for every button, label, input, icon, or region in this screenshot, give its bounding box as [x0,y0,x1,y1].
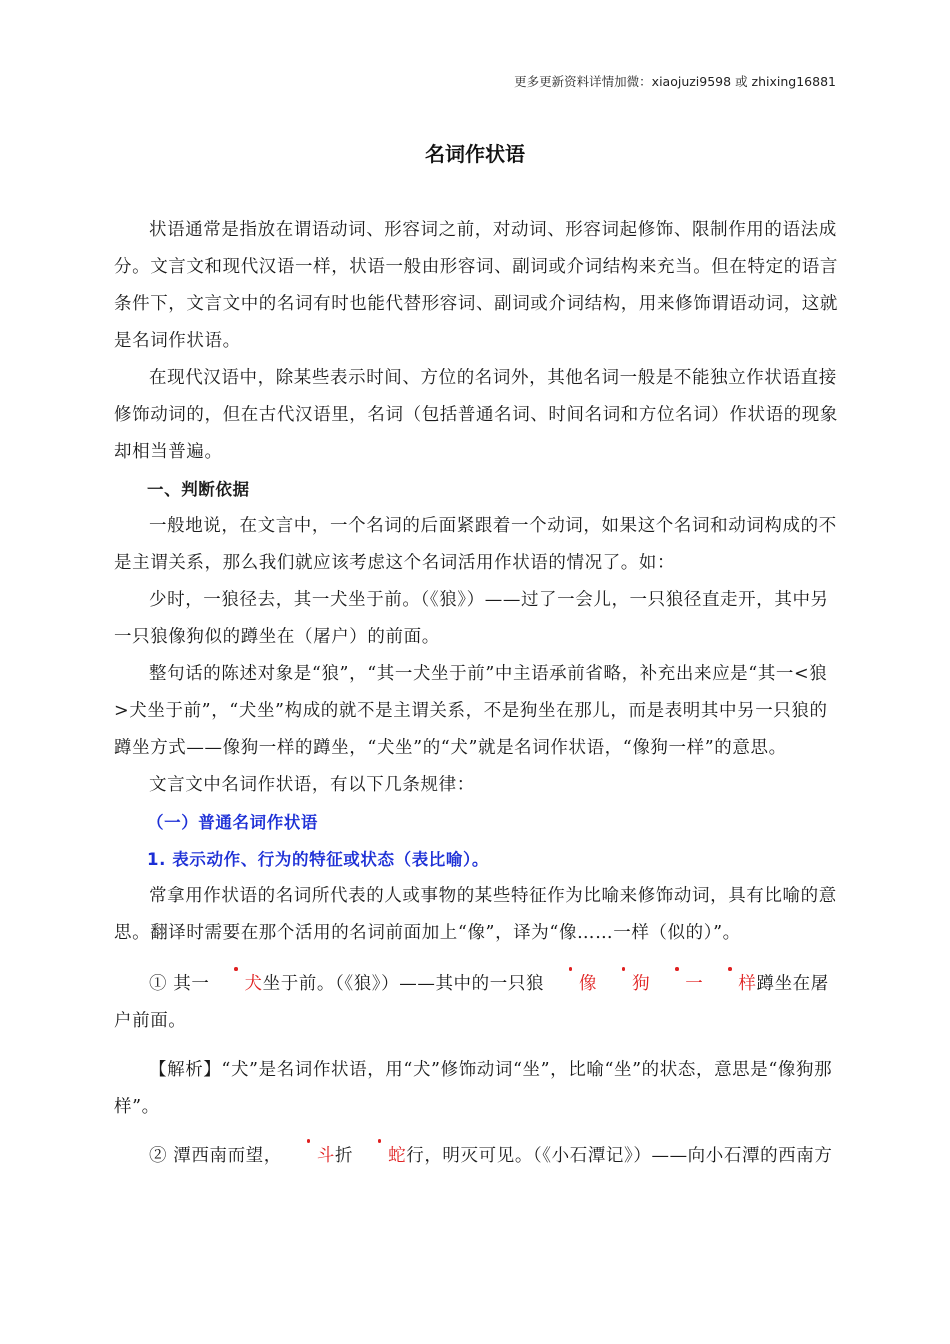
emphasized-word: 一 [650,966,703,1003]
paragraph-rules-intro: 文言文中名词作状语，有以下几条规律： [149,775,475,795]
page-title: 名词作状语 [425,142,525,166]
emphasized-word: 蛇 [353,1138,406,1175]
document-body [114,212,838,1175]
example-text: 行，明灭可见。（《小石潭记》）——向小石潭的西南方 [406,1146,833,1166]
emphasized-word: 像 [544,966,597,1003]
rule-heading-metaphor: 1. 表示动作、行为的特征或状态（表比喻）。 [147,850,489,869]
emphasized-word: 犬 [209,966,262,1003]
header-contact-note: 更多更新资料详情加微：xiaojuzi9598 或 zhixing16881 [514,74,836,89]
example-text: 其一 [173,974,210,994]
subsection-heading-common-nouns: （一）普通名词作状语 [147,813,318,832]
emphasized-word: 样 [703,966,756,1003]
analysis-label: 【解析】 [149,1060,222,1080]
example-number: ① [149,974,168,994]
paragraph-intro: 状语通常是指放在谓语动词、形容词之前，对动词、形容词起修饰、限制作用的语法成分。文言文和现代汉语一样，状语一般由形容词、副词或介词结构来充当。但在特定的语言条件下，文言文中的名词有时也能代替形容词、副词或介词结构，用来修饰谓语动词，这就是名词作状语。 [114,220,838,351]
paragraph-analysis: 整句话的陈述对象是“狼”，“其一犬坐于前”中主语承前省略，补充出来应是“其一<狼>犬坐于前”，“犬坐”构成的就不是主谓关系，不是狗坐在那儿，而是表明其中另一只狼的蹲坐方式——像狗一样的蹲坐，“犬坐”的“犬”就是名词作状语，“像狗一样”的意思。 [114,664,828,758]
analysis-note-1 [114,1052,838,1126]
emphasized-word: 狗 [597,966,650,1003]
example-2 [114,1138,838,1175]
example-number: ② [149,1146,168,1166]
analysis-text: “犬”是名词作状语，用“犬”修饰动词“坐”，比喻“坐”的状态，意思是“像狗那样”。 [114,1060,833,1117]
example-text: 折 [335,1146,354,1166]
paragraph-criterion: 一般地说，在文言中，一个名词的后面紧跟着一个动词，如果这个名词和动词构成的不是主谓关系，那么我们就应该考虑这个名词活用作状语的情况了。如： [114,516,837,573]
emphasized-word: 斗 [282,1138,335,1175]
example-text: 潭西南而望， [173,1146,282,1166]
paragraph-rule1-description: 常拿用作状语的名词所代表的人或事物的某些特征作为比喻来修饰动词，具有比喻的意思。翻译时需要在那个活用的名词前面加上“像”，译为“像……一样（似的）”。 [114,886,837,943]
example-text: 蹲坐在屠户前面。 [114,974,829,1031]
paragraph-example-wolf: 少时，一狼径去，其一犬坐于前。（《狼》）——过了一会儿，一只狼径直走开，其中另一只狼像狗似的蹲坐在（屠户）的前面。 [114,590,829,647]
example-1 [114,966,838,1040]
paragraph-modern-chinese: 在现代汉语中，除某些表示时间、方位的名词外，其他名词一般是不能独立作状语直接修饰动词的，但在古代汉语里，名词（包括普通名词、时间名词和方位名词）作状语的现象却相当普遍。 [114,368,838,462]
section-heading-criteria: 一、判断依据 [147,480,250,499]
example-text: 坐于前。（《狼》）——其中的一只狼 [262,974,545,994]
